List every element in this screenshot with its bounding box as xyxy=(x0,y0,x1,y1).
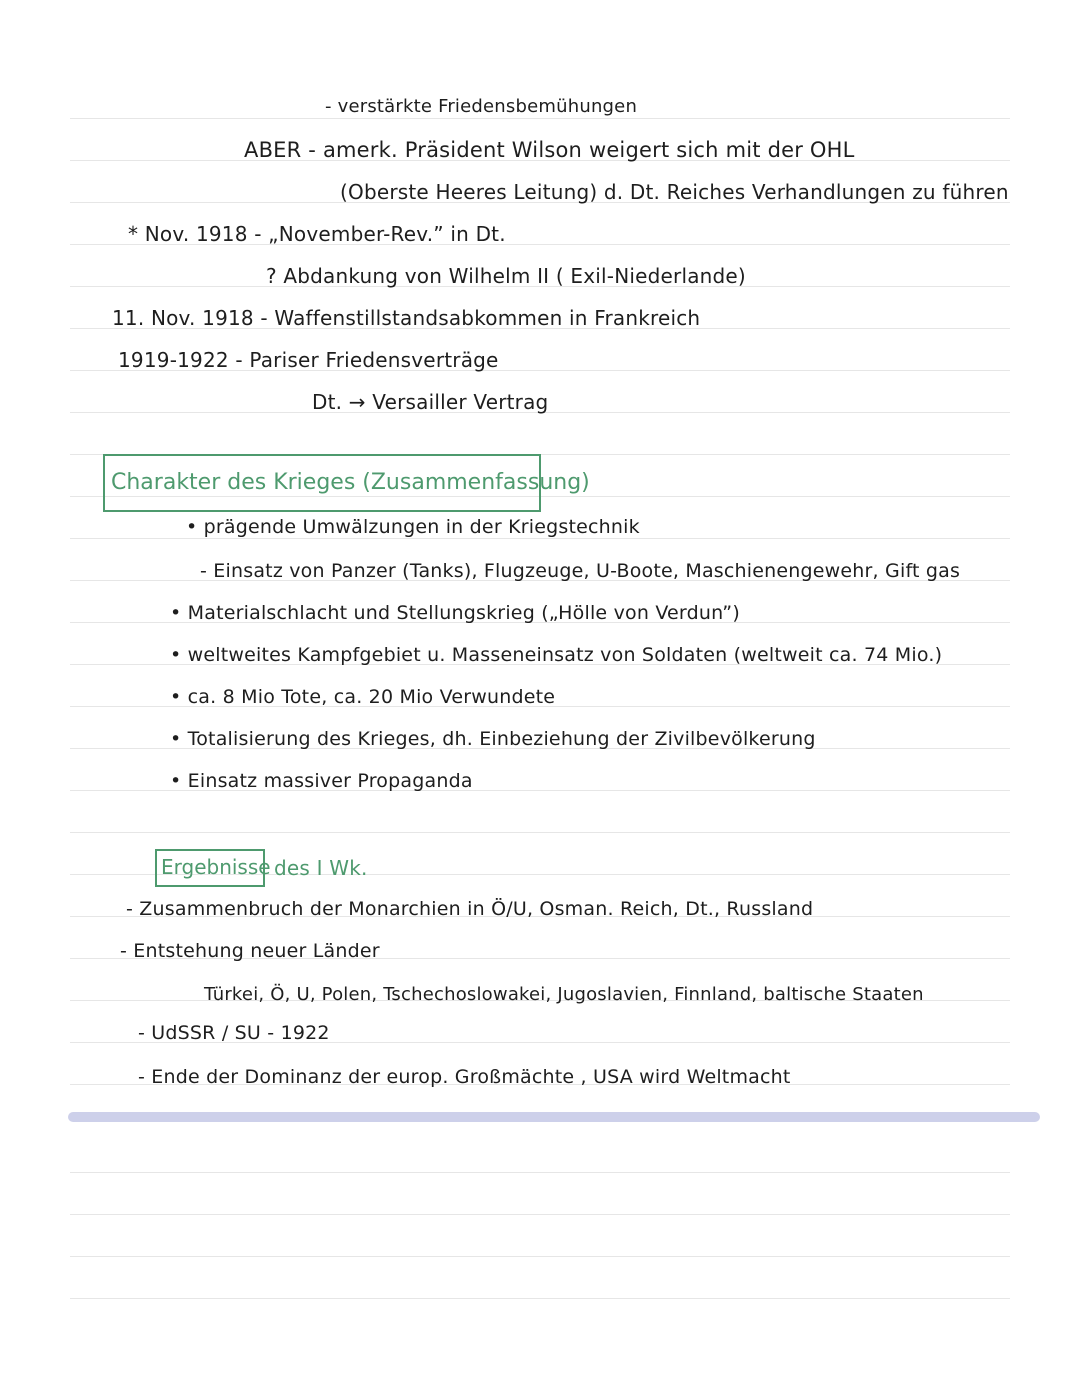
list-item: - Einsatz von Panzer (Tanks), Flugzeuge, U-Boote, Maschienengewehr, Gift gas xyxy=(200,560,961,582)
section-heading-box xyxy=(103,454,590,512)
list-item: • prägende Umwälzungen in der Kriegstechnik xyxy=(186,516,640,538)
list-item: - Entstehung neuer Länder xyxy=(120,940,380,962)
section-heading: Charakter des Krieges (Zusammenfassung) xyxy=(111,470,590,495)
note-line: Dt. → Versailler Vertrag xyxy=(312,390,549,414)
rule-line xyxy=(70,1172,1010,1173)
list-item: • weltweites Kampfgebiet u. Masseneinsatz von Soldaten (weltweit ca. 74 Mio.) xyxy=(170,644,943,666)
note-line: 1919-1922 - Pariser Friedensverträge xyxy=(118,348,499,372)
note-line: ? Abdankung von Wilhelm II ( Exil-Niederlande) xyxy=(266,264,746,288)
rule-line xyxy=(70,832,1010,833)
section-heading: Ergebnisse xyxy=(161,855,271,879)
list-item: • ca. 8 Mio Tote, ca. 20 Mio Verwundete xyxy=(170,686,556,708)
note-line: * Nov. 1918 - „November-Rev.” in Dt. xyxy=(128,222,506,246)
list-item: • Totalisierung des Krieges, dh. Einbeziehung der Zivilbevölkerung xyxy=(170,728,816,750)
list-item: - Zusammenbruch der Monarchien in Ö/U, Osman. Reich, Dt., Russland xyxy=(126,898,814,920)
rule-line xyxy=(70,1256,1010,1257)
note-line: (Oberste Heeres Leitung) d. Dt. Reiches Verhandlungen zu führen xyxy=(340,180,1009,204)
list-item: - UdSSR / SU - 1922 xyxy=(138,1022,330,1044)
note-line: 11. Nov. 1918 - Waffenstillstandsabkommen in Frankreich xyxy=(112,306,701,330)
list-item: • Materialschlacht und Stellungskrieg („Hölle von Verdun”) xyxy=(170,602,740,624)
list-item: Türkei, Ö, U, Polen, Tschechoslowakei, Jugoslavien, Finnland, baltische Staaten xyxy=(204,984,924,1005)
note-line: ABER - amerk. Präsident Wilson weigert sich mit der OHL xyxy=(244,138,855,162)
list-item: - Ende der Dominanz der europ. Großmächte , USA wird Weltmacht xyxy=(138,1066,791,1088)
section-heading-box xyxy=(155,849,271,887)
rule-line xyxy=(70,1298,1010,1299)
section-heading-rest: des I Wk. xyxy=(274,856,368,880)
list-item: • Einsatz massiver Propaganda xyxy=(170,770,473,792)
rule-line xyxy=(70,1214,1010,1215)
rule-line xyxy=(70,118,1010,119)
note-line: - verstärkte Friedensbemühungen xyxy=(325,96,638,117)
rule-line xyxy=(70,538,1010,539)
page-divider xyxy=(68,1112,1040,1122)
